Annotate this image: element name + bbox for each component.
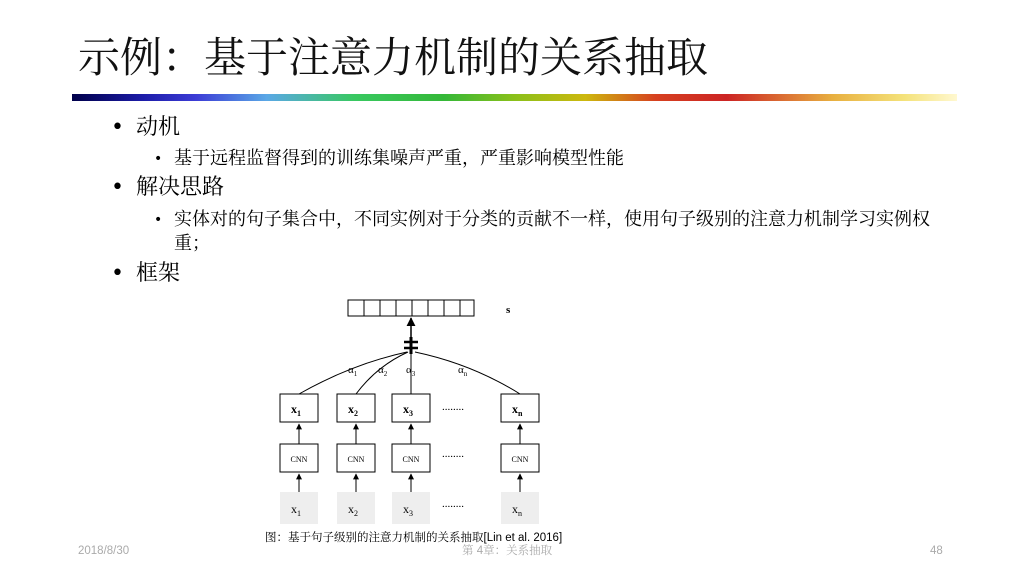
attention-diagram (272, 294, 562, 534)
svg-text:CNN: CNN (402, 455, 420, 464)
cnn-encoder-3 (392, 444, 430, 492)
alpha-label-n: $\alpha_n$ (458, 364, 468, 378)
ellipsis-row-cnn: ........ (442, 448, 464, 460)
slide-title: 示例：基于注意力机制的关系抽取 (78, 33, 709, 82)
bullet-label: 解决思路 (136, 175, 225, 200)
bullet-approach (111, 173, 225, 203)
bullet-label: 动机 (136, 115, 181, 140)
input-sentence-x1 (280, 492, 318, 524)
figure-caption: 图：基于句子级别的注意力机制的关系抽取[Lin et al. 2016] (265, 532, 563, 544)
bullet-dot: • (111, 115, 124, 140)
svg-text:x1: $x_1$ (291, 502, 301, 518)
svg-text:x3: $x_3$ (403, 402, 413, 418)
sub-bullet-motivation (154, 147, 624, 171)
bullet-motivation (111, 113, 181, 143)
sub-bullet-text: 基于远程监督得到的训练集噪声严重，严重影响模型性能 (174, 148, 624, 169)
bullet-dot: • (111, 175, 124, 200)
sub-bullet-text: 实体对的句子集合中，不同实例对于分类的贡献不一样，使用句子级别的注意力机制学习实例权重； (174, 209, 930, 254)
attention-edge-n (415, 352, 520, 394)
svg-text:x1: $x_1$ (291, 402, 301, 418)
sentence-vector-x3 (392, 394, 430, 444)
sub-bullet-approach (154, 208, 954, 256)
bullet-dot: • (111, 261, 124, 286)
svg-text:CNN: CNN (290, 455, 308, 464)
cnn-encoder-2 (337, 444, 375, 492)
ellipsis-row-input: ........ (442, 498, 464, 510)
sentence-vector-xn (501, 394, 539, 444)
alpha-label-3: $\alpha_3$ (406, 364, 416, 378)
aggregation-node (404, 337, 418, 354)
svg-text:x2: $x_2$ (348, 402, 358, 418)
footer-chapter: 第 4章：关系抽取 (462, 545, 553, 557)
ellipsis-row-x: ........ (442, 401, 464, 413)
svg-text:CNN: CNN (347, 455, 365, 464)
svg-text:x3: $x_3$ (403, 502, 413, 518)
bullet-label: 框架 (136, 261, 181, 286)
alpha-label-2: $\alpha_2$ (378, 364, 388, 378)
footer-page-number: 48 (930, 545, 943, 557)
alpha-label-1: $\alpha_1$ (348, 364, 358, 378)
input-sentence-x3 (392, 492, 430, 524)
svg-text:xn: $x_n$ (512, 402, 523, 418)
output-vector (348, 300, 474, 316)
sentence-vector-x1 (280, 394, 318, 444)
bullet-dot: • (154, 212, 163, 228)
title-rainbow-underline (72, 94, 957, 101)
svg-text:xn: $x_n$ (512, 502, 522, 518)
cnn-encoder-n (501, 444, 539, 492)
input-sentence-x2 (337, 492, 375, 524)
output-label: s (506, 304, 511, 316)
footer-date: 2018/8/30 (78, 545, 130, 557)
input-sentence-xn (501, 492, 539, 524)
cnn-encoder-1 (280, 444, 318, 492)
svg-text:x2: $x_2$ (348, 502, 358, 518)
bullet-dot: • (154, 151, 163, 167)
svg-text:CNN: CNN (511, 455, 529, 464)
sentence-vector-x2 (337, 394, 375, 444)
bullet-framework (111, 259, 181, 289)
